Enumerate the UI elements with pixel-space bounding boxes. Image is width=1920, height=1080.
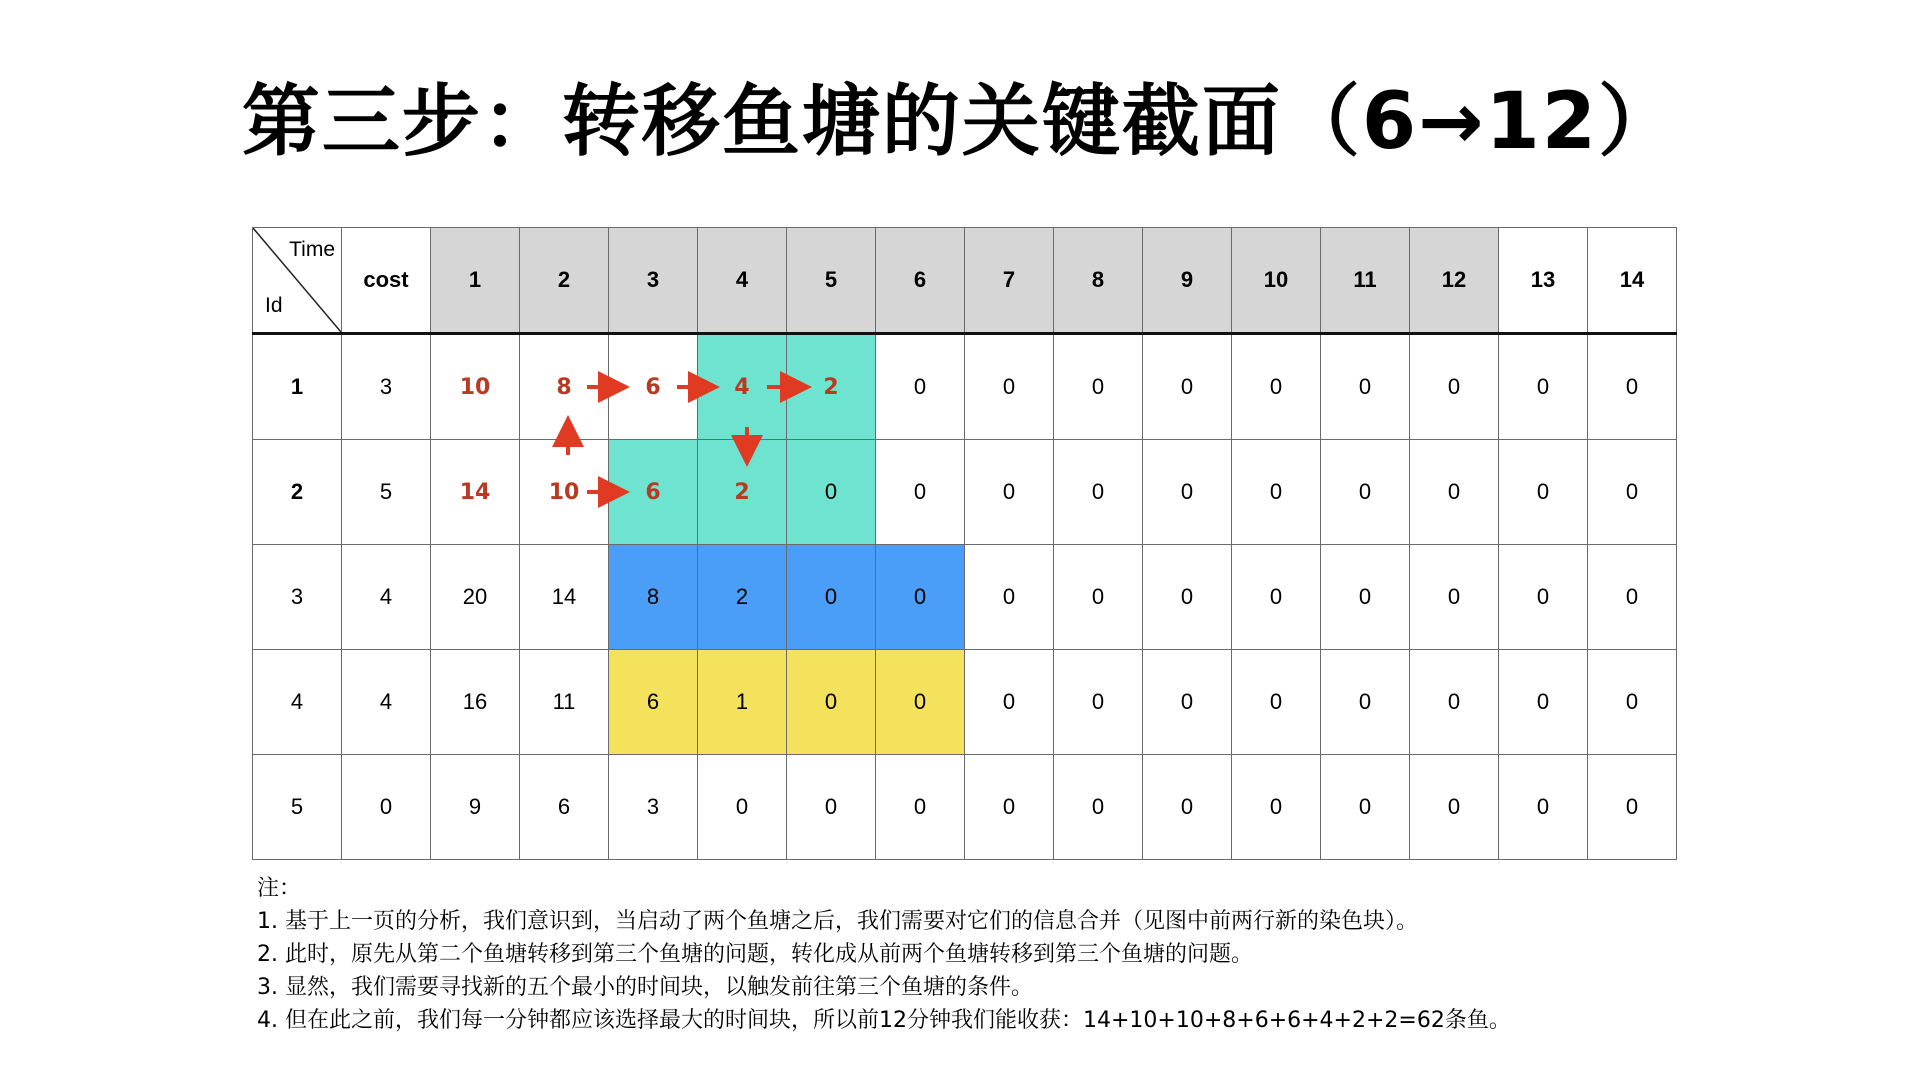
value-cell: 10 <box>431 334 520 440</box>
time-header-7: 7 <box>965 228 1054 334</box>
value-cell: 14 <box>431 440 520 545</box>
value-cell: 0 <box>876 545 965 650</box>
note-item: 3. 显然，我们需要寻找新的五个最小的时间块，以触发前往第三个鱼塘的条件。 <box>257 975 1033 1000</box>
value-cell: 0 <box>876 755 965 860</box>
value-cell: 0 <box>1321 334 1410 440</box>
value-cell: 11 <box>520 650 609 755</box>
table-row <box>253 545 1677 650</box>
row-id-cell: 3 <box>253 545 342 650</box>
table-row <box>253 440 1677 545</box>
value-cell: 8 <box>520 334 609 440</box>
value-cell: 0 <box>876 334 965 440</box>
value-cell: 6 <box>609 440 698 545</box>
cost-cell: 4 <box>342 650 431 755</box>
value-cell: 10 <box>520 440 609 545</box>
value-cell: 0 <box>1321 650 1410 755</box>
time-header-12: 12 <box>1410 228 1499 334</box>
value-cell: 0 <box>1054 440 1143 545</box>
value-cell: 0 <box>1054 545 1143 650</box>
value-cell: 0 <box>1321 755 1410 860</box>
row-id-cell: 4 <box>253 650 342 755</box>
table-header-row <box>253 228 1677 334</box>
value-cell: 2 <box>698 545 787 650</box>
value-cell: 0 <box>1054 334 1143 440</box>
fish-pond-table <box>252 227 1677 860</box>
value-cell: 0 <box>787 755 876 860</box>
row-id-cell: 5 <box>253 755 342 860</box>
value-cell: 0 <box>1588 334 1677 440</box>
value-cell: 0 <box>1232 755 1321 860</box>
value-cell: 0 <box>698 755 787 860</box>
time-header-13: 13 <box>1499 228 1588 334</box>
row-id-cell: 2 <box>253 440 342 545</box>
value-cell: 20 <box>431 545 520 650</box>
value-cell: 2 <box>698 440 787 545</box>
value-cell: 0 <box>1499 755 1588 860</box>
value-cell: 0 <box>1499 334 1588 440</box>
value-cell: 3 <box>609 755 698 860</box>
value-cell: 0 <box>1143 650 1232 755</box>
value-cell: 0 <box>1499 650 1588 755</box>
cost-cell: 0 <box>342 755 431 860</box>
value-cell: 1 <box>698 650 787 755</box>
value-cell: 0 <box>1499 545 1588 650</box>
notes-heading: 注： <box>257 876 302 901</box>
value-cell: 6 <box>520 755 609 860</box>
value-cell: 0 <box>1410 334 1499 440</box>
value-cell: 0 <box>1410 755 1499 860</box>
note-item: 4. 但在此之前，我们每一分钟都应该选择最大的时间块，所以前12分钟我们能收获：14+10+10+8+6+6+4+2+2=62条鱼。 <box>257 1008 1511 1033</box>
value-cell: 0 <box>1588 755 1677 860</box>
note-item: 1. 基于上一页的分析，我们意识到，当启动了两个鱼塘之后，我们需要对它们的信息合并（见图中前两行新的染色块）。 <box>257 909 1418 934</box>
value-cell: 0 <box>1410 440 1499 545</box>
corner-header-cell <box>253 228 342 334</box>
page-title: 第三步：转移鱼塘的关键截面（6→12） <box>241 77 1679 167</box>
value-cell: 0 <box>1321 440 1410 545</box>
value-cell: 0 <box>1054 650 1143 755</box>
value-cell: 0 <box>965 755 1054 860</box>
value-cell: 6 <box>609 334 698 440</box>
value-cell: 0 <box>1410 545 1499 650</box>
value-cell: 2 <box>787 334 876 440</box>
corner-id-label: Id <box>265 294 283 317</box>
time-header-10: 10 <box>1232 228 1321 334</box>
value-cell: 0 <box>1232 440 1321 545</box>
value-cell: 0 <box>876 650 965 755</box>
time-header-2: 2 <box>520 228 609 334</box>
value-cell: 4 <box>698 334 787 440</box>
value-cell: 8 <box>609 545 698 650</box>
time-header-6: 6 <box>876 228 965 334</box>
value-cell: 0 <box>1588 545 1677 650</box>
cost-header: cost <box>342 228 431 334</box>
note-item: 2. 此时，原先从第二个鱼塘转移到第三个鱼塘的问题，转化成从前两个鱼塘转移到第三个鱼塘的问题。 <box>257 942 1253 967</box>
value-cell: 0 <box>965 334 1054 440</box>
time-header-11: 11 <box>1321 228 1410 334</box>
time-header-8: 8 <box>1054 228 1143 334</box>
value-cell: 6 <box>609 650 698 755</box>
value-cell: 0 <box>1232 650 1321 755</box>
value-cell: 0 <box>1232 334 1321 440</box>
time-header-4: 4 <box>698 228 787 334</box>
value-cell: 0 <box>1143 334 1232 440</box>
corner-time-label: Time <box>289 238 335 261</box>
value-cell: 0 <box>1143 440 1232 545</box>
value-cell: 0 <box>787 440 876 545</box>
time-header-9: 9 <box>1143 228 1232 334</box>
time-header-3: 3 <box>609 228 698 334</box>
value-cell: 0 <box>965 545 1054 650</box>
fish-pond-table-wrap <box>252 227 1677 860</box>
time-header-1: 1 <box>431 228 520 334</box>
value-cell: 9 <box>431 755 520 860</box>
value-cell: 0 <box>787 545 876 650</box>
time-header-5: 5 <box>787 228 876 334</box>
value-cell: 0 <box>876 440 965 545</box>
row-id-cell: 1 <box>253 334 342 440</box>
value-cell: 0 <box>1321 545 1410 650</box>
table-row <box>253 334 1677 440</box>
cost-cell: 4 <box>342 545 431 650</box>
value-cell: 0 <box>1588 650 1677 755</box>
value-cell: 16 <box>431 650 520 755</box>
value-cell: 0 <box>1588 440 1677 545</box>
value-cell: 0 <box>965 650 1054 755</box>
value-cell: 0 <box>1143 755 1232 860</box>
cost-cell: 3 <box>342 334 431 440</box>
value-cell: 0 <box>1410 650 1499 755</box>
value-cell: 0 <box>1499 440 1588 545</box>
notes-section <box>257 872 1511 1037</box>
value-cell: 0 <box>1232 545 1321 650</box>
value-cell: 0 <box>787 650 876 755</box>
value-cell: 14 <box>520 545 609 650</box>
value-cell: 0 <box>1054 755 1143 860</box>
cost-cell: 5 <box>342 440 431 545</box>
time-header-14: 14 <box>1588 228 1677 334</box>
table-row <box>253 650 1677 755</box>
table-row <box>253 755 1677 860</box>
value-cell: 0 <box>965 440 1054 545</box>
value-cell: 0 <box>1143 545 1232 650</box>
